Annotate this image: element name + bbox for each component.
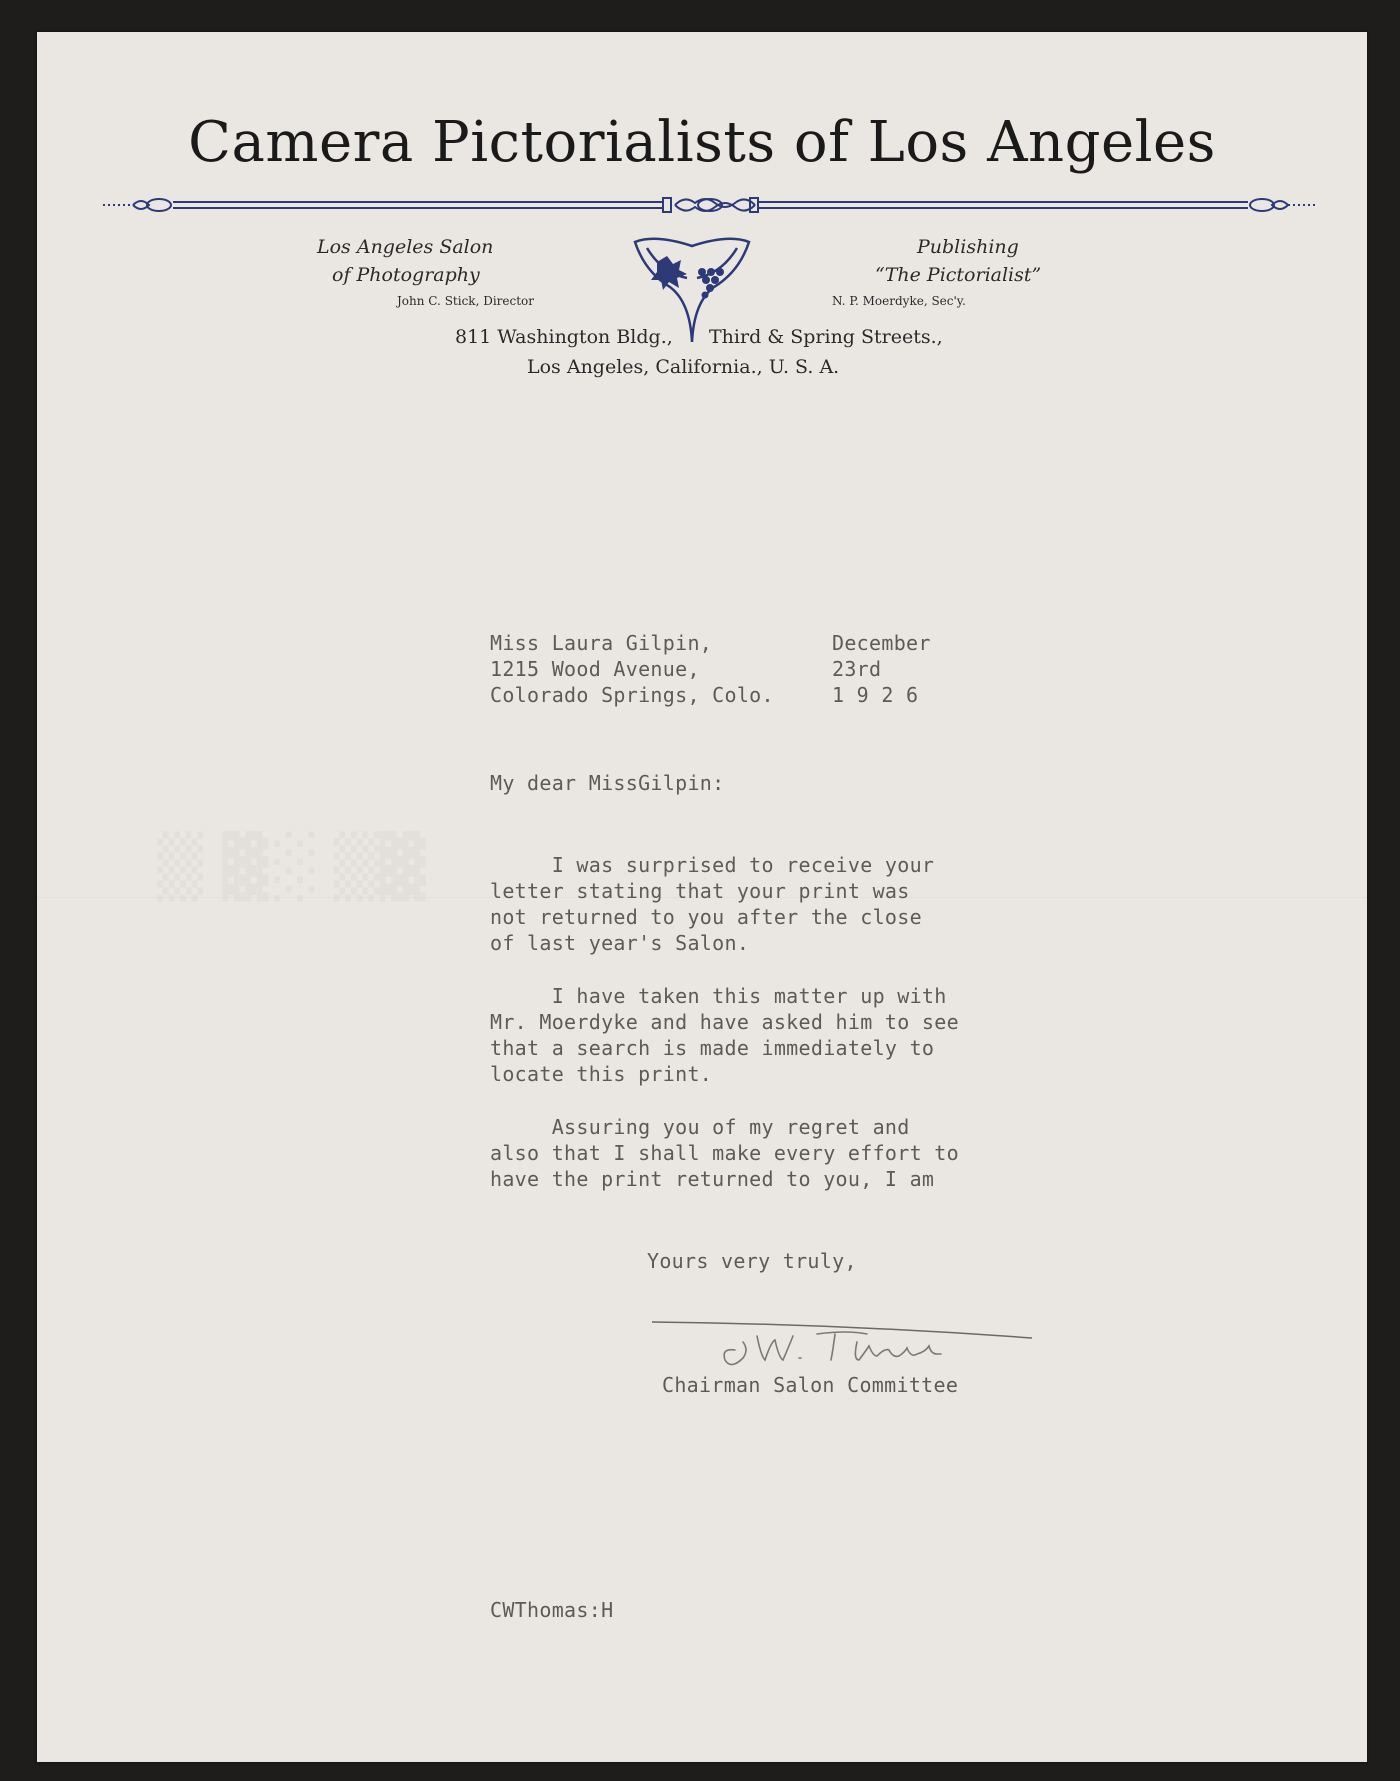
bleed-through-mark: ▓▒ ░▓ ▒ — [157, 832, 426, 902]
closing: Yours very truly, — [647, 1249, 857, 1273]
paragraph-1-line-1: I was surprised to receive your — [490, 853, 935, 877]
reference-initials: CWThomas:H — [490, 1598, 614, 1622]
address-line2: Los Angeles, California., U. S. A. — [527, 356, 840, 378]
publishing-line2: “The Pictorialist” — [875, 264, 1042, 286]
paragraph-3-line-1: Assuring you of my regret and — [490, 1115, 910, 1139]
paragraph-1-line-3: not returned to you after the close — [490, 905, 922, 929]
date-day: 23rd — [832, 657, 882, 681]
salutation: My dear MissGilpin: — [490, 771, 725, 795]
recipient-city: Colorado Springs, Colo. — [490, 683, 774, 707]
organization-title: Camera Pictorialists of Los Angeles — [188, 110, 1216, 175]
paragraph-2-line-2: Mr. Moerdyke and have asked him to see — [490, 1010, 959, 1034]
paragraph-3-line-2: also that I shall make every effort to — [490, 1141, 959, 1165]
paragraph-2-line-3: that a search is made immediately to — [490, 1036, 935, 1060]
salon-name-line2: of Photography — [332, 264, 480, 286]
paragraph-2-line-1: I have taken this matter up with — [490, 984, 947, 1008]
paragraph-1-line-2: letter stating that your print was — [490, 879, 910, 903]
address-line1: 811 Washington Bldg., Third & Spring Streets., — [455, 326, 943, 348]
paragraph-3-line-3: have the print returned to you, I am — [490, 1167, 935, 1191]
publishing-line1: Publishing — [917, 236, 1019, 258]
recipient-street: 1215 Wood Avenue, — [490, 657, 700, 681]
paragraph-2-line-4: locate this print. — [490, 1062, 713, 1086]
date-year: 1 9 2 6 — [832, 683, 919, 707]
handwritten-signature — [717, 1322, 1017, 1372]
secretary-name: N. P. Moerdyke, Sec'y. — [832, 294, 966, 308]
letter-page — [37, 32, 1367, 1762]
recipient-name: Miss Laura Gilpin, — [490, 631, 713, 655]
director-name: John C. Stick, Director — [397, 294, 534, 308]
salon-name-line1: Los Angeles Salon — [317, 236, 494, 258]
ornamental-rule — [103, 194, 1318, 216]
signer-title: Chairman Salon Committee — [662, 1373, 959, 1397]
date-month: December — [832, 631, 931, 655]
paragraph-1-line-4: of last year's Salon. — [490, 931, 750, 955]
